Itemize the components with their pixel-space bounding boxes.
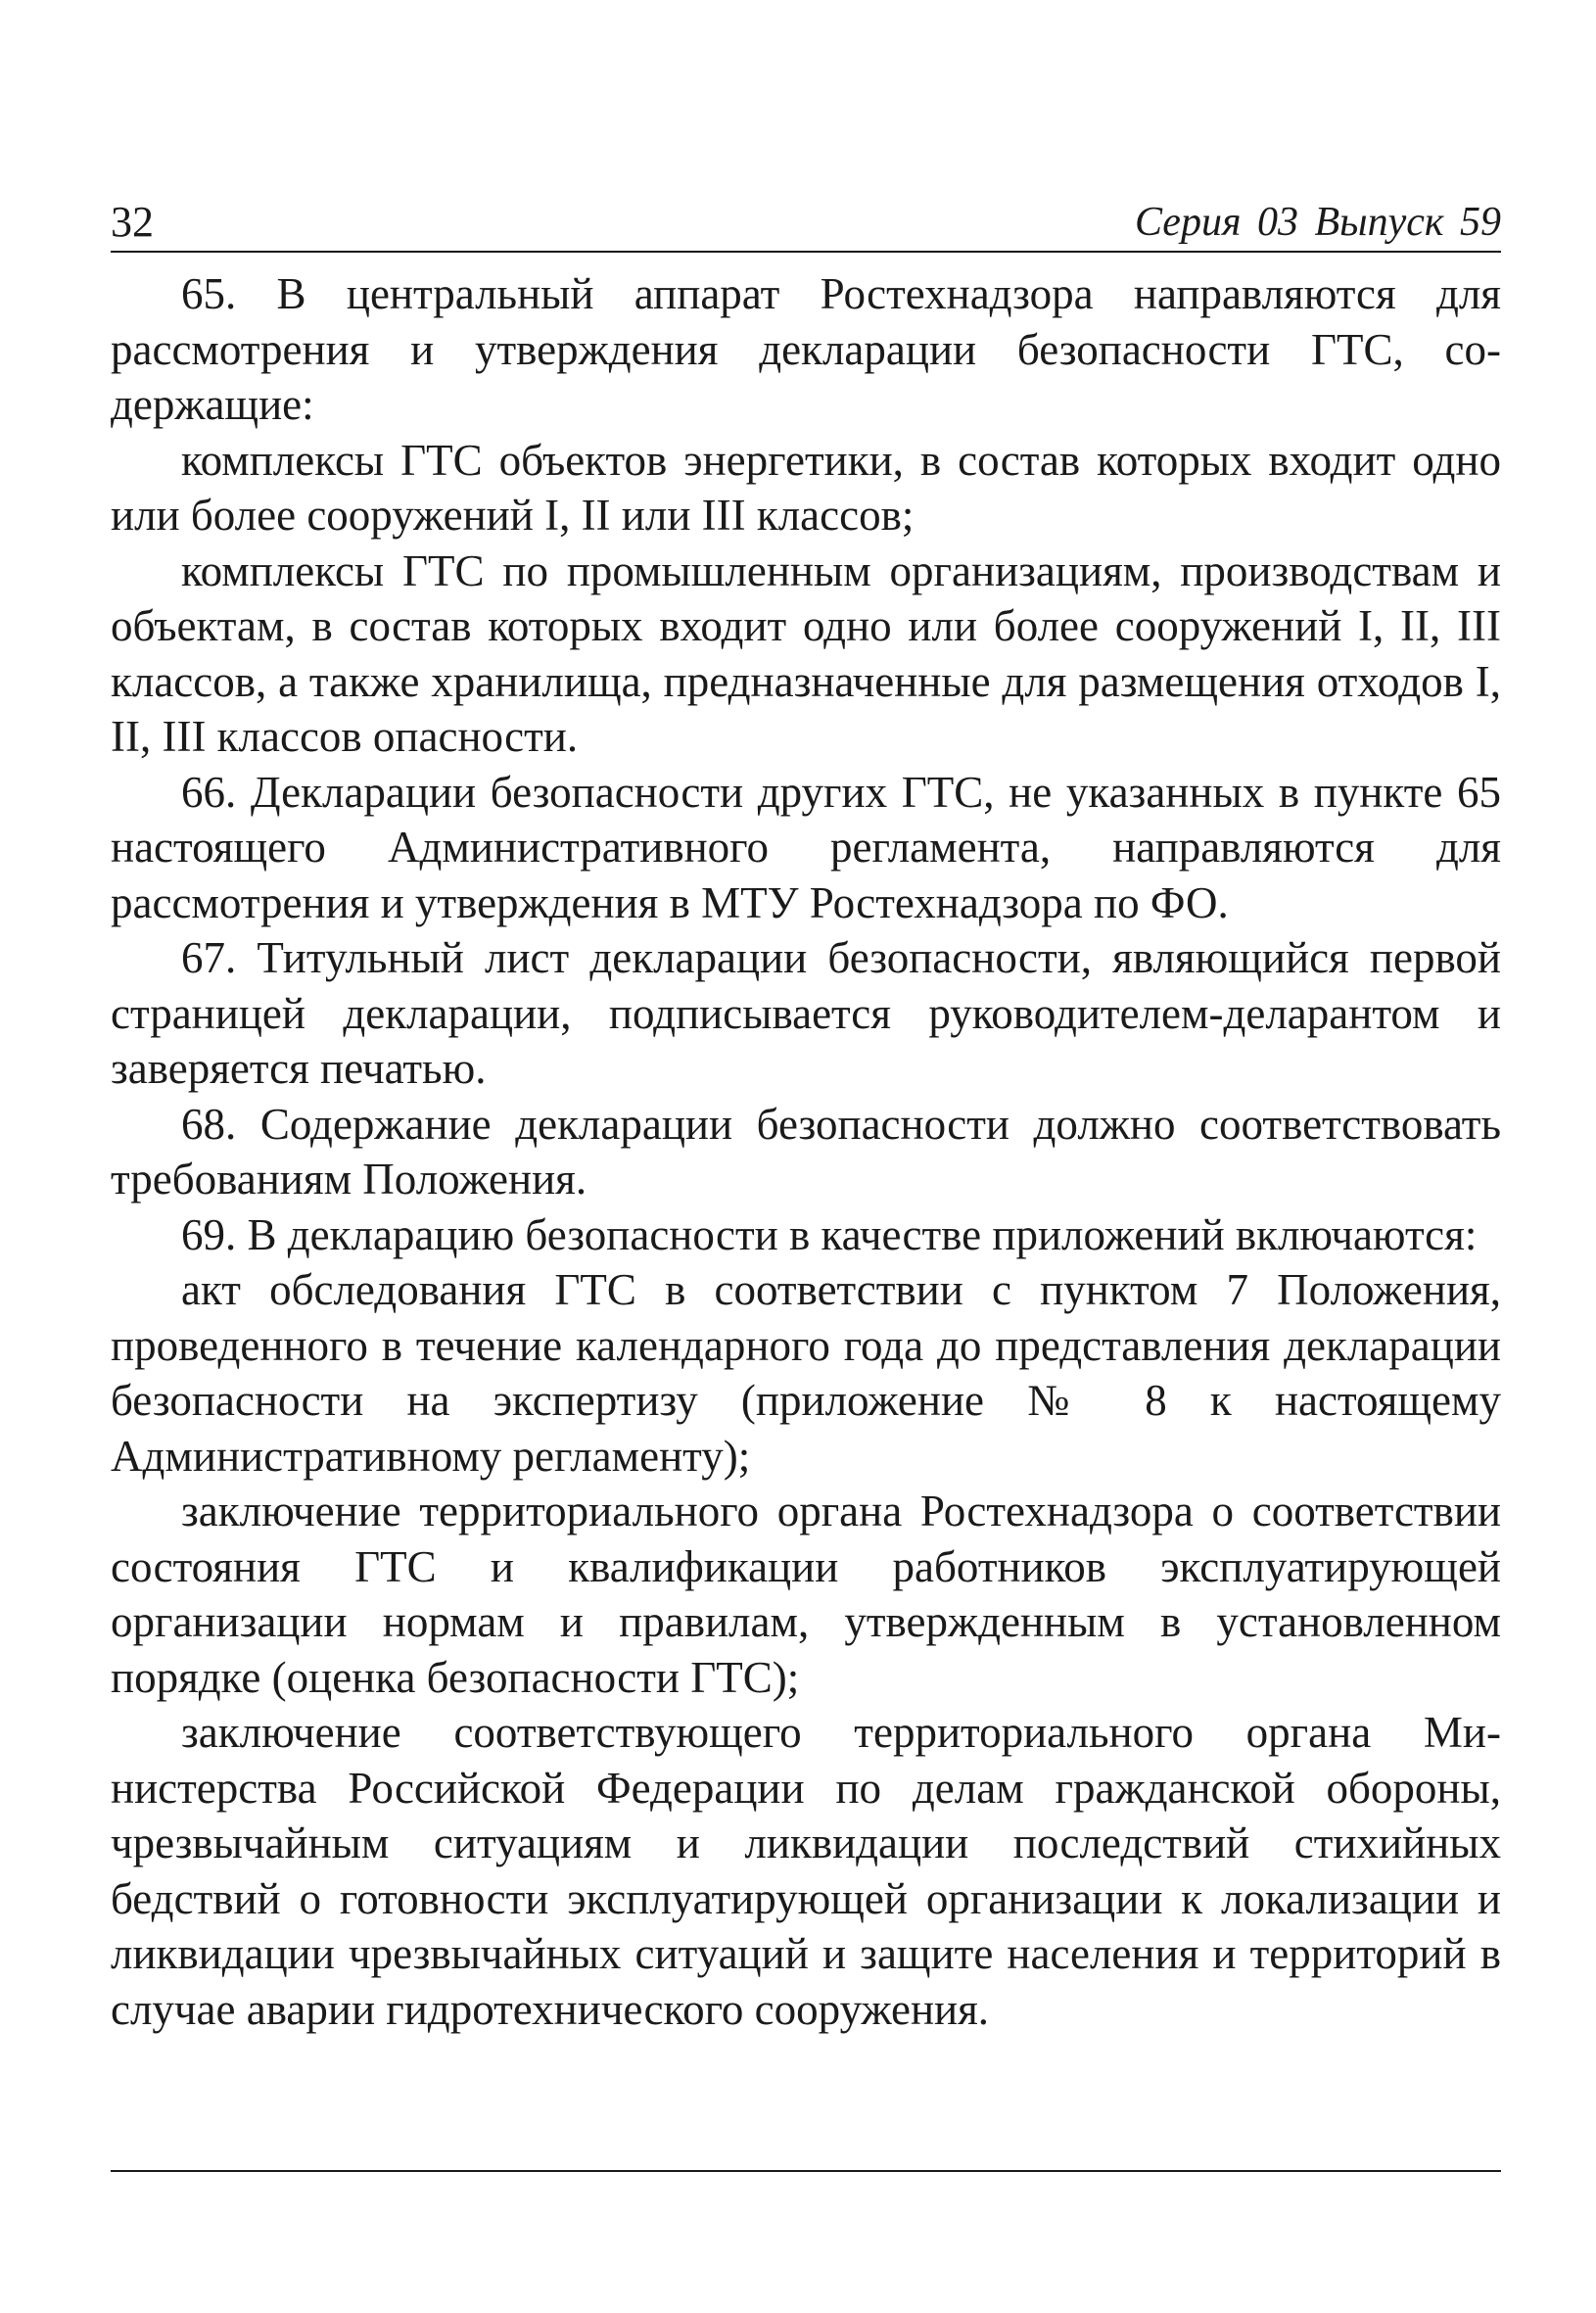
running-header: [111, 192, 1501, 253]
page-number: 32: [111, 198, 154, 246]
paragraph-65-item-energy: комплексы ГТС объектов энергетики, в состав которых входит одно или более сооружений I, II или III классов;: [111, 435, 1501, 540]
paragraph-69-item-emergency-ministry-conclusion: заключение соответствующего территориального органа Министерства Российской Федерации по делам гражданской обороны, чрезвычайным ситуациям и ликвидации последствий стихийных бедствий о готовности эксплуатирующей организации к локализации и ликвидации чрезвычайных ситуаций и защите населения и территорий в случае аварии гидротехнического сооружения.: [111, 1708, 1501, 2034]
paragraph-65: 65. В центральный аппарат Ростехнадзора направляются для рассмотрения и утверждения декларации безопасности ГТС, содержащие:: [111, 269, 1501, 429]
paragraph-69-item-inspection-act: акт обследования ГТС в соответствии с пунктом 7 Положения, проведенного в течение календарного года до представления декларации безопасности на экспертизу (приложение № 8 к настоящему Административному регламенту);: [111, 1265, 1501, 1481]
paragraph-67: 67. Титульный лист декларации безопасности, являющийся первой страницей декларации, подписывается руководителем-деларантом и заверяется печатью.: [111, 933, 1501, 1093]
paragraph-69: 69. В декларацию безопасности в качестве приложений включаются:: [181, 1209, 1478, 1259]
paragraph-66: 66. Декларации безопасности других ГТС, не указанных в пункте 65 настоящего Административного регламента, направляются для рассмотрения и утверждения в МТУ Ростехнадзора по ФО.: [111, 767, 1501, 927]
footer-rule: [111, 2170, 1501, 2172]
paragraph-69-item-rostekhnadzor-conclusion: заключение территориального органа Ростехнадзора о соответствии состояния ГТС и квалификации работников эксплуатирующей организации нормам и правилам, утвержденным в установленном порядке (оценка безопасности ГТС);: [111, 1487, 1501, 1702]
paragraph-65-item-industrial: комплексы ГТС по промышленным организациям, производствам и объектам, в состав которых входит одно или более сооружений I, II, III классов, а также хранилища, предназначенные для размещения отходов I, II, III классов опасности.: [111, 545, 1501, 761]
paragraph-68: 68. Содержание декларации безопасности должно соответствовать требованиям Положения.: [111, 1099, 1501, 1204]
body-text: [111, 266, 1501, 2037]
series-issue-label: Серия 03 Выпуск 59: [1135, 200, 1501, 245]
